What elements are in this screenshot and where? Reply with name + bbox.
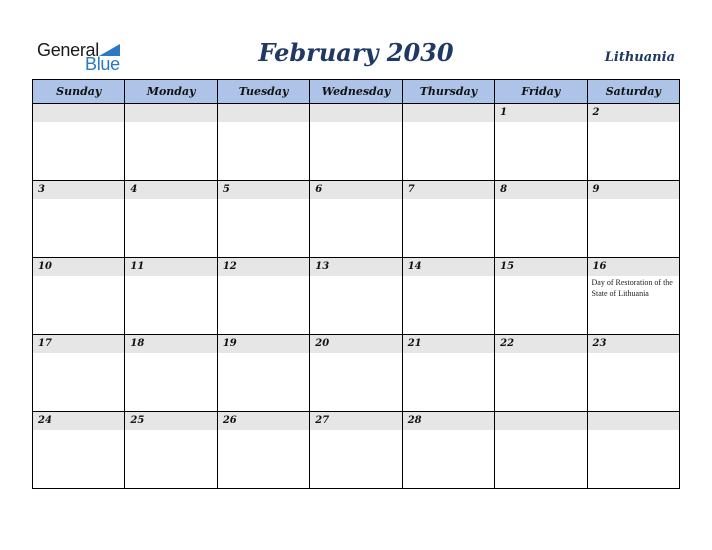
logo-text-general: General [37,40,99,60]
week-row [33,412,680,489]
day-number: 9 [588,181,679,199]
day-cell [33,412,125,489]
day-cell [125,335,217,412]
day-number: 27 [310,412,401,430]
day-number: 19 [218,335,309,353]
day-cell [587,104,679,181]
weekday-wednesday: Wednesday [310,80,402,104]
day-cell [310,181,402,258]
day-cell [402,181,494,258]
day-number: 13 [310,258,401,276]
day-cell [310,412,402,489]
day-number: 17 [33,335,124,353]
day-cell [402,335,494,412]
day-number: 25 [125,412,216,430]
day-cell [402,104,494,181]
day-number: 15 [495,258,586,276]
day-number: 22 [495,335,586,353]
day-number: 16 [588,258,679,276]
holiday-label: Day of Restoration of the State of Lithuania [591,278,673,298]
day-number: 3 [33,181,124,199]
day-cell [310,258,402,335]
day-cell [33,181,125,258]
day-number: 23 [588,335,679,353]
day-cell [217,335,309,412]
day-cell [402,258,494,335]
day-number: 2 [588,104,679,122]
weekday-sunday: Sunday [33,80,125,104]
day-number [125,104,216,122]
day-cell [217,412,309,489]
day-number: 26 [218,412,309,430]
day-cell [33,258,125,335]
day-cell [587,258,679,335]
day-number: 14 [403,258,494,276]
day-number: 5 [218,181,309,199]
day-number [403,104,494,122]
day-cell [33,335,125,412]
day-number: 4 [125,181,216,199]
weekday-friday: Friday [495,80,587,104]
day-cell [495,181,587,258]
day-cell [217,181,309,258]
day-number: 20 [310,335,401,353]
week-row [33,104,680,181]
week-row [33,258,680,335]
day-number: 7 [403,181,494,199]
day-cell [217,258,309,335]
day-cell [402,412,494,489]
day-cell [495,335,587,412]
day-cell [125,181,217,258]
day-cell [310,104,402,181]
calendar-title: February 2030 [258,38,454,67]
day-number [310,104,401,122]
day-number: 18 [125,335,216,353]
day-cell [495,104,587,181]
calendar-grid [32,79,680,489]
weekday-thursday: Thursday [402,80,494,104]
day-number [218,104,309,122]
day-cell [33,104,125,181]
day-cell [217,104,309,181]
day-cell [125,258,217,335]
day-cell [310,335,402,412]
day-number: 1 [495,104,586,122]
day-number: 21 [403,335,494,353]
day-cell [587,412,679,489]
day-number: 24 [33,412,124,430]
day-number: 6 [310,181,401,199]
day-number: 28 [403,412,494,430]
day-number [33,104,124,122]
weekday-saturday: Saturday [587,80,679,104]
day-number: 12 [218,258,309,276]
country-name: Lithuania [604,50,675,65]
day-cell [125,104,217,181]
day-number: 8 [495,181,586,199]
weekday-tuesday: Tuesday [217,80,309,104]
day-cell [495,412,587,489]
day-number: 11 [125,258,216,276]
weekday-monday: Monday [125,80,217,104]
week-row [33,335,680,412]
day-cell [495,258,587,335]
day-cell [587,335,679,412]
day-number: 10 [33,258,124,276]
day-cell [125,412,217,489]
weekday-header-row [33,80,680,104]
day-number [588,412,679,430]
week-row [33,181,680,258]
day-number [495,412,586,430]
day-cell [587,181,679,258]
logo-text-blue: Blue [85,54,120,74]
